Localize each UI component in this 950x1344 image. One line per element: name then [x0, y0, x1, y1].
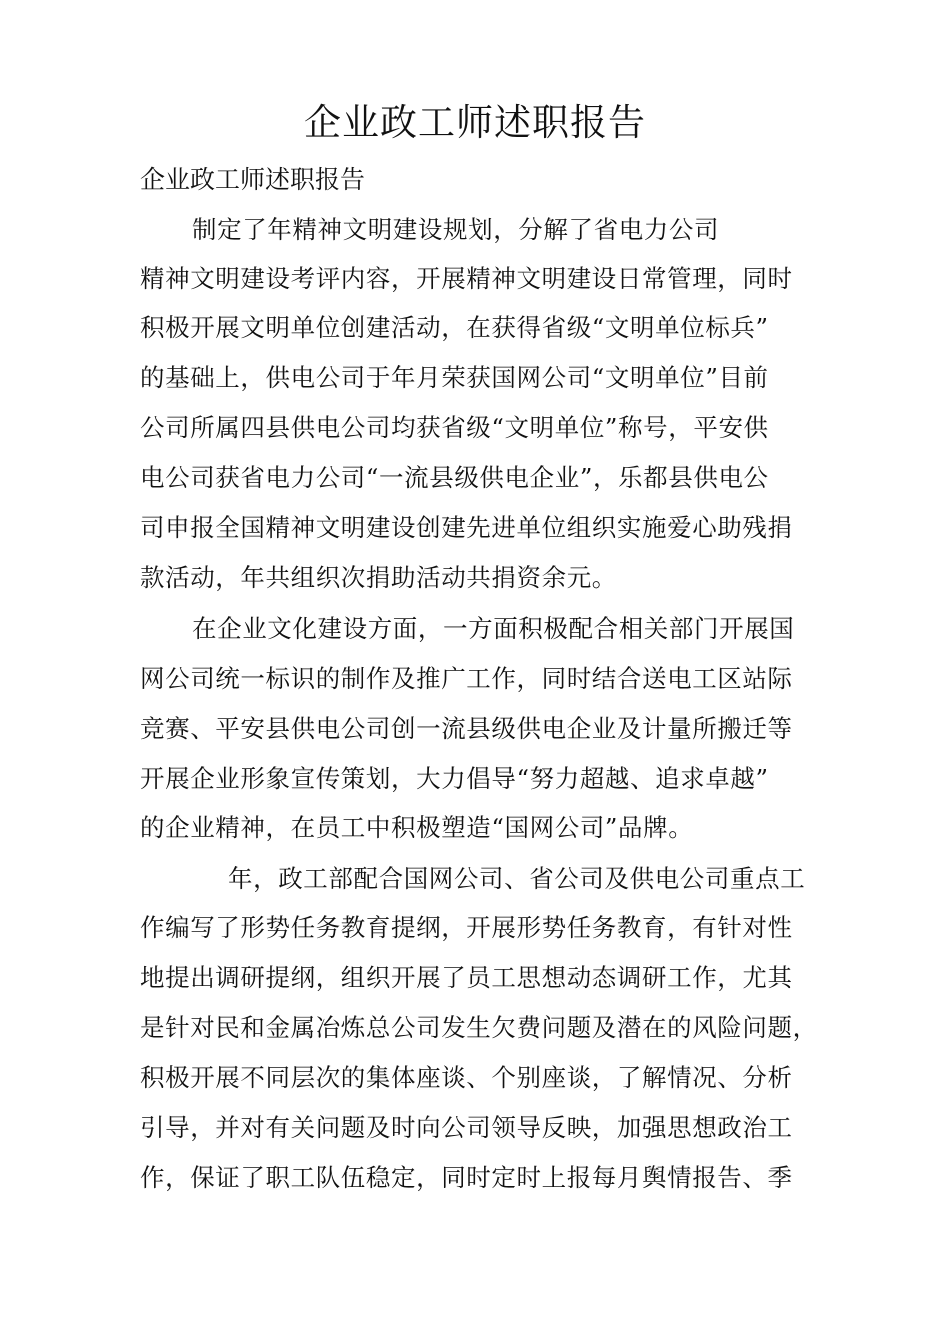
- paragraph-line: 竞赛、平安县供电公司创一流县级供电企业及计量所搬迁等: [140, 714, 793, 743]
- paragraph-line: 地提出调研提纲，组织开展了员工思想动态调研工作，尤其: [140, 963, 793, 992]
- paragraph-line: 开展企业形象宣传策划，大力倡导“努力超越、追求卓越”: [140, 764, 769, 793]
- paragraph-line: 年，政工部配合国网公司、省公司及供电公司重点工: [228, 864, 806, 893]
- paragraph-line: 积极开展不同层次的集体座谈、个别座谈，了解情况、分析: [140, 1063, 793, 1092]
- paragraph-line: 司申报全国精神文明建设创建先进单位组织实施爱心助残捐: [140, 513, 793, 542]
- paragraph-line: 制定了年精神文明建设规划，分解了省电力公司: [192, 215, 720, 244]
- paragraph-line: 精神文明建设考评内容，开展精神文明建设日常管理，同时: [140, 264, 793, 293]
- paragraph-line: 积极开展文明单位创建活动，在获得省级“文明单位标兵”: [140, 313, 769, 342]
- document-title: 企业政工师述职报告: [304, 101, 646, 144]
- paragraph-line: 款活动，年共组织次捐助活动共捐资余元。: [140, 563, 617, 592]
- paragraph-line: 作，保证了职工队伍稳定，同时定时上报每月舆情报告、季: [140, 1163, 793, 1192]
- paragraph-line: 公司所属四县供电公司均获省级“文明单位”称号，平安供: [140, 413, 769, 442]
- paragraph-line: 电公司获省电力公司“一流县级供电企业”，乐都县供电公: [140, 463, 769, 492]
- paragraph-line: 的基础上，供电公司于年月荣获国网公司“文明单位”目前: [140, 363, 769, 392]
- paragraph-line: 的企业精神，在员工中积极塑造“国网公司”品牌。: [140, 813, 694, 842]
- paragraph-line: 网公司统一标识的制作及推广工作，同时结合送电工区站际: [140, 664, 793, 693]
- paragraph-line: 作编写了形势任务教育提纲，开展形势任务教育，有针对性: [140, 913, 793, 942]
- paragraph-line: 引导，并对有关问题及时向公司领导反映，加强思想政治工: [140, 1113, 793, 1142]
- document-subtitle: 企业政工师述职报告: [140, 165, 366, 194]
- paragraph-line: 是针对民和金属冶炼总公司发生欠费问题及潜在的风险问题，: [140, 1013, 818, 1042]
- paragraph-line: 在企业文化建设方面，一方面积极配合相关部门开展国: [192, 614, 795, 643]
